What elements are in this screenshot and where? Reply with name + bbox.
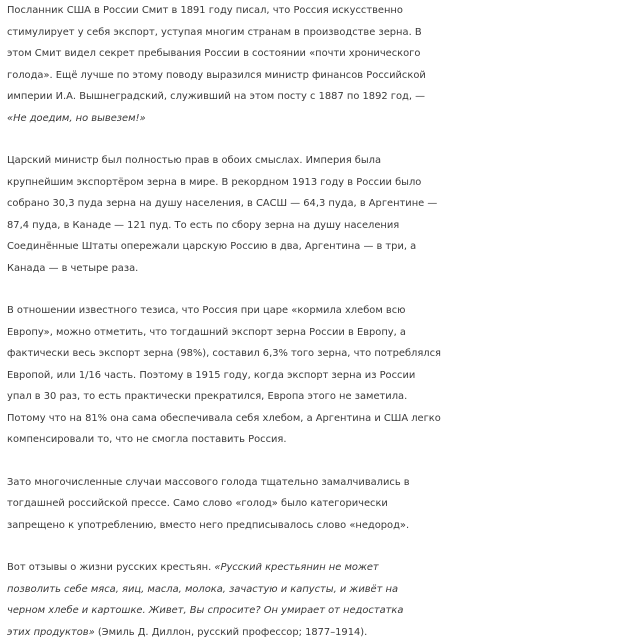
plain-text: Вот отзывы о жизни русских крестьян. bbox=[7, 562, 214, 573]
text-line: запрещено к употреблению, вместо него предписывалось слово «недород». bbox=[7, 515, 637, 537]
text-line: Царский министр был полностью прав в обоих смыслах. Империя была bbox=[7, 150, 637, 172]
quote-text: «Русский крестьянин не может bbox=[214, 562, 378, 573]
text-line: Зато многочисленные случаи массового голода тщательно замалчивались в bbox=[7, 472, 637, 494]
text-line: голода». Ещё лучше по этому поводу выразился министр финансов Российской bbox=[7, 65, 637, 87]
paragraph-peasants bbox=[7, 557, 637, 643]
text-line: Потому что на 81% она сама обеспечивала себя хлебом, а Аргентина и США легко bbox=[7, 408, 637, 430]
quote-line: «Не доедим, но вывезем!» bbox=[7, 108, 637, 130]
text-line: Канада — в четыре раза. bbox=[7, 258, 637, 280]
quote-line: черном хлебе и картошке. Живет, Вы спросите? Он умирает от недостатка bbox=[7, 600, 637, 622]
text-line bbox=[7, 622, 637, 643]
text-line: собрано 30,3 пуда зерна на душу населения, в САСШ — 64,3 пуда, в Аргентине — bbox=[7, 193, 637, 215]
paragraph-smith bbox=[7, 0, 637, 129]
text-line: стимулирует у себя экспорт, уступая многим странам в производстве зерна. В bbox=[7, 22, 637, 44]
text-line: 87,4 пуда, в Канаде — 121 пуд. То есть по сбору зерна на душу населения bbox=[7, 215, 637, 237]
text-line: Соединённые Штаты опережали царскую Россию в два, Аргентина — в три, а bbox=[7, 236, 637, 258]
text-line: фактически весь экспорт зерна (98%), составил 6,3% того зерна, что потреблялся bbox=[7, 343, 637, 365]
text-line: Европу», можно отметить, что тогдашний экспорт зерна России в Европу, а bbox=[7, 322, 637, 344]
text-line: этом Смит видел секрет пребывания России в состоянии «почти хронического bbox=[7, 43, 637, 65]
text-line: крупнейшим экспортёром зерна в мире. В рекордном 1913 году в России было bbox=[7, 172, 637, 194]
quote-text: этих продуктов» bbox=[7, 627, 95, 638]
quote-line: позволить себе мяса, яиц, масла, молока, зачастую и капусты, и живёт на bbox=[7, 579, 637, 601]
text-line: упал в 30 раз, то есть практически прекратился, Европа этого не заметила. bbox=[7, 386, 637, 408]
text-line: Европой, или 1/16 часть. Поэтому в 1915 году, когда экспорт зерна из России bbox=[7, 365, 637, 387]
article-text bbox=[7, 0, 637, 643]
paragraph-famine bbox=[7, 472, 637, 537]
text-line: тогдашней российской прессе. Само слово «голод» было категорически bbox=[7, 493, 637, 515]
text-line: империи И.А. Вышнеградский, служивший на этом посту с 1887 по 1892 год, — bbox=[7, 86, 637, 108]
paragraph-grain-export bbox=[7, 150, 637, 279]
paragraph-europe bbox=[7, 300, 637, 451]
citation-text: (Эмиль Д. Диллон, русский профессор; 1877–1914). bbox=[95, 627, 368, 638]
text-line bbox=[7, 557, 637, 579]
text-line: В отношении известного тезиса, что Россия при царе «кормила хлебом всю bbox=[7, 300, 637, 322]
text-line: компенсировали то, что не смогла поставить Россия. bbox=[7, 429, 637, 451]
text-line: Посланник США в России Смит в 1891 году писал, что Россия искусственно bbox=[7, 0, 637, 22]
